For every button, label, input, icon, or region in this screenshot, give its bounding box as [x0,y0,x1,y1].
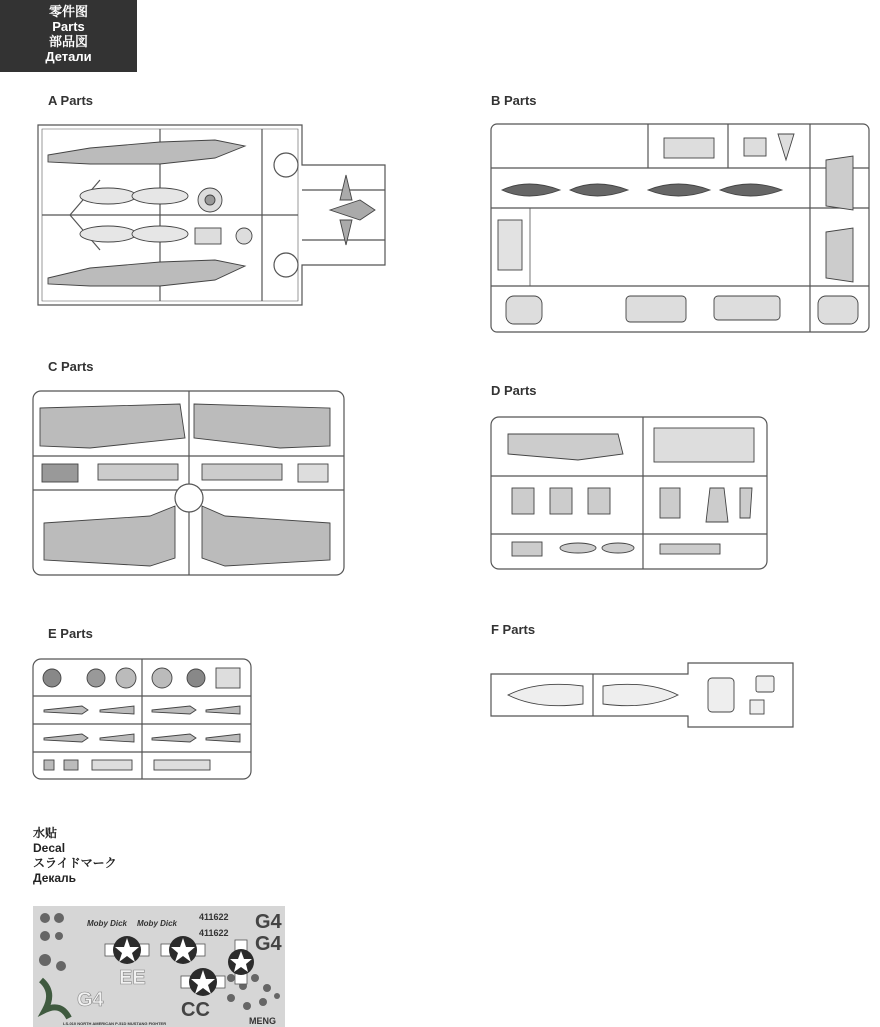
decal-code-g4-1: G4 [255,911,282,933]
section-label-c: C Parts [48,359,94,374]
title-line-japanese: 部品図 [48,34,88,49]
sprue-a [30,120,390,310]
decal-nose-art-2: Moby Dick [137,919,178,928]
decal-line-english: Decal [33,841,66,855]
decal-brand: MENG [249,1016,276,1026]
title-line-english: Parts [52,19,85,34]
section-label-f: F Parts [491,622,536,637]
sprue-d [488,414,770,572]
decal-code-cc: CC [181,999,210,1021]
sprue-e [30,656,254,782]
sprue-f [488,660,796,730]
insignia-3 [181,968,225,996]
decal-serial-1: 411622 [199,912,229,922]
decal-serial-2: 411622 [199,928,229,938]
decal-art [33,906,285,1027]
section-label-a: A Parts [48,93,94,108]
insignia-2 [161,936,205,964]
decal-code-g4-2: G4 [255,933,282,955]
decal-line-russian: Декаль [33,871,77,885]
section-label-b: B Parts [491,93,537,108]
decal-line-chinese: 水贴 [33,826,58,840]
section-label-e: E Parts [48,626,93,641]
decal-line-japanese: スライドマーク [33,856,117,870]
decal-code-ee: EE [119,967,146,989]
title-block [0,0,137,72]
insignia-1 [105,936,149,964]
decal-code-g4-3: G4 [77,989,104,1011]
sprue-b [488,120,873,335]
decal-sheet [33,906,285,1027]
section-label-d: D Parts [491,383,537,398]
title-line-russian: Детали [45,49,92,64]
decal-caption: LS-010 NORTH AMERICAN P-51D MUSTANG FIGHTER [63,1021,167,1026]
decal-nose-art-1: Moby Dick [87,919,128,928]
decal-heading [33,826,117,886]
title-line-chinese: 零件图 [48,4,88,19]
sprue-c [30,388,348,578]
